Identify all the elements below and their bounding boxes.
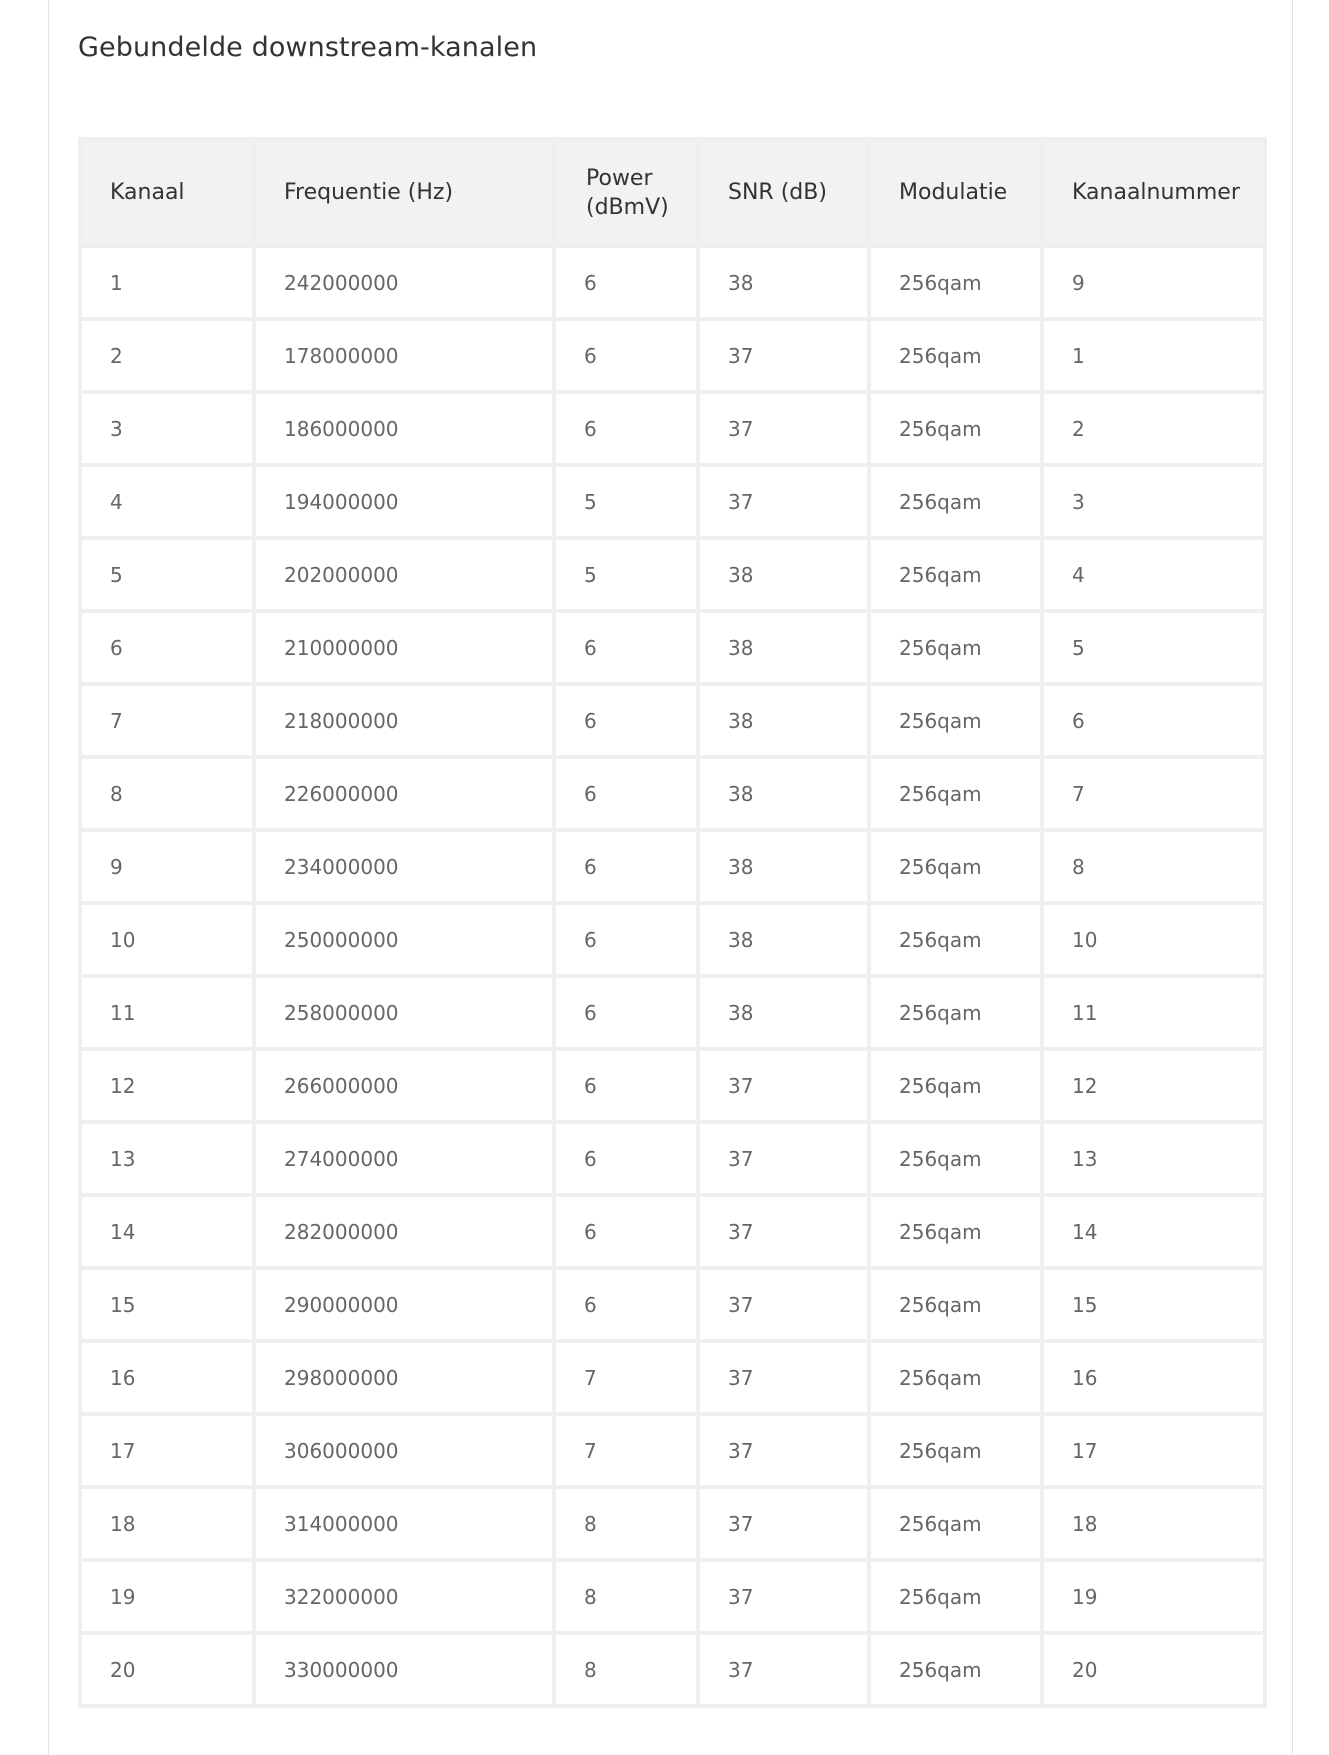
cell-frequentie: 258000000 xyxy=(256,978,552,1047)
cell-snr: 37 xyxy=(700,1270,867,1339)
cell-frequentie: 314000000 xyxy=(256,1489,552,1558)
cell-frequentie: 210000000 xyxy=(256,613,552,682)
cell-modulatie: 256qam xyxy=(871,1124,1040,1193)
header-label-unit: (dBmV) xyxy=(586,194,669,220)
cell-modulatie: 256qam xyxy=(871,248,1040,317)
cell-power: 6 xyxy=(556,613,696,682)
cell-power: 5 xyxy=(556,467,696,536)
cell-frequentie: 322000000 xyxy=(256,1562,552,1631)
cell-power: 8 xyxy=(556,1635,696,1704)
table-row xyxy=(82,248,1263,317)
cell-snr: 37 xyxy=(700,1124,867,1193)
cell-kanaalnummer: 7 xyxy=(1044,759,1263,828)
header-modulatie xyxy=(871,141,1040,244)
cell-modulatie: 256qam xyxy=(871,1051,1040,1120)
table-row xyxy=(82,321,1263,390)
section-title: Gebundelde downstream-kanalen xyxy=(78,32,538,63)
header-label: Modulatie xyxy=(899,180,1008,205)
table-body xyxy=(82,248,1263,1704)
cell-modulatie: 256qam xyxy=(871,321,1040,390)
downstream-channels-table xyxy=(78,137,1267,1708)
cell-kanaalnummer: 1 xyxy=(1044,321,1263,390)
table-row xyxy=(82,467,1263,536)
cell-power: 6 xyxy=(556,905,696,974)
table-row xyxy=(82,832,1263,901)
cell-kanaal: 17 xyxy=(82,1416,252,1485)
table-row xyxy=(82,759,1263,828)
header-label: Kanaalnummer xyxy=(1072,180,1240,205)
cell-power: 6 xyxy=(556,1124,696,1193)
cell-kanaal: 13 xyxy=(82,1124,252,1193)
cell-modulatie: 256qam xyxy=(871,1197,1040,1266)
cell-kanaal: 16 xyxy=(82,1343,252,1412)
cell-modulatie: 256qam xyxy=(871,1416,1040,1485)
table-row xyxy=(82,613,1263,682)
cell-kanaal: 14 xyxy=(82,1197,252,1266)
cell-kanaal: 3 xyxy=(82,394,252,463)
cell-modulatie: 256qam xyxy=(871,1562,1040,1631)
cell-snr: 37 xyxy=(700,1635,867,1704)
cell-kanaalnummer: 6 xyxy=(1044,686,1263,755)
cell-frequentie: 250000000 xyxy=(256,905,552,974)
table-row xyxy=(82,1635,1263,1704)
cell-modulatie: 256qam xyxy=(871,905,1040,974)
table-row xyxy=(82,1124,1263,1193)
cell-frequentie: 274000000 xyxy=(256,1124,552,1193)
header-kanaal xyxy=(82,141,252,244)
cell-snr: 38 xyxy=(700,540,867,609)
cell-kanaalnummer: 15 xyxy=(1044,1270,1263,1339)
cell-kanaal: 4 xyxy=(82,467,252,536)
table-header-row xyxy=(82,141,1263,244)
table-row xyxy=(82,1197,1263,1266)
cell-kanaalnummer: 17 xyxy=(1044,1416,1263,1485)
cell-kanaalnummer: 8 xyxy=(1044,832,1263,901)
cell-kanaal: 11 xyxy=(82,978,252,1047)
cell-power: 6 xyxy=(556,1197,696,1266)
cell-power: 6 xyxy=(556,321,696,390)
cell-snr: 37 xyxy=(700,321,867,390)
cell-frequentie: 242000000 xyxy=(256,248,552,317)
cell-kanaal: 20 xyxy=(82,1635,252,1704)
header-snr xyxy=(700,141,867,244)
table-row xyxy=(82,978,1263,1047)
cell-kanaalnummer: 3 xyxy=(1044,467,1263,536)
cell-power: 8 xyxy=(556,1489,696,1558)
cell-kanaal: 18 xyxy=(82,1489,252,1558)
cell-modulatie: 256qam xyxy=(871,613,1040,682)
cell-kanaalnummer: 12 xyxy=(1044,1051,1263,1120)
cell-snr: 38 xyxy=(700,613,867,682)
cell-frequentie: 298000000 xyxy=(256,1343,552,1412)
cell-modulatie: 256qam xyxy=(871,686,1040,755)
header-label: Frequentie (Hz) xyxy=(284,180,454,205)
cell-kanaalnummer: 20 xyxy=(1044,1635,1263,1704)
cell-snr: 37 xyxy=(700,394,867,463)
table-row xyxy=(82,905,1263,974)
cell-frequentie: 194000000 xyxy=(256,467,552,536)
table-row xyxy=(82,686,1263,755)
cell-frequentie: 186000000 xyxy=(256,394,552,463)
cell-snr: 38 xyxy=(700,832,867,901)
cell-kanaal: 7 xyxy=(82,686,252,755)
table-row xyxy=(82,1489,1263,1558)
cell-kanaal: 8 xyxy=(82,759,252,828)
cell-modulatie: 256qam xyxy=(871,1635,1040,1704)
cell-kanaal: 19 xyxy=(82,1562,252,1631)
table-row xyxy=(82,540,1263,609)
cell-modulatie: 256qam xyxy=(871,540,1040,609)
cell-frequentie: 234000000 xyxy=(256,832,552,901)
cell-power: 6 xyxy=(556,1051,696,1120)
cell-power: 6 xyxy=(556,978,696,1047)
cell-kanaalnummer: 13 xyxy=(1044,1124,1263,1193)
header-kanaalnummer xyxy=(1044,141,1263,244)
cell-modulatie: 256qam xyxy=(871,467,1040,536)
cell-modulatie: 256qam xyxy=(871,1489,1040,1558)
cell-frequentie: 282000000 xyxy=(256,1197,552,1266)
header-label: SNR (dB) xyxy=(728,180,827,205)
cell-snr: 37 xyxy=(700,1051,867,1120)
cell-modulatie: 256qam xyxy=(871,978,1040,1047)
cell-power: 6 xyxy=(556,1270,696,1339)
cell-frequentie: 330000000 xyxy=(256,1635,552,1704)
table-row xyxy=(82,1416,1263,1485)
cell-kanaalnummer: 11 xyxy=(1044,978,1263,1047)
cell-kanaalnummer: 10 xyxy=(1044,905,1263,974)
table-row xyxy=(82,1051,1263,1120)
cell-kanaalnummer: 16 xyxy=(1044,1343,1263,1412)
cell-kanaal: 10 xyxy=(82,905,252,974)
table-row xyxy=(82,394,1263,463)
table-row xyxy=(82,1270,1263,1339)
cell-modulatie: 256qam xyxy=(871,759,1040,828)
cell-modulatie: 256qam xyxy=(871,1343,1040,1412)
cell-kanaal: 1 xyxy=(82,248,252,317)
cell-snr: 37 xyxy=(700,1489,867,1558)
cell-kanaal: 6 xyxy=(82,613,252,682)
cell-kanaal: 12 xyxy=(82,1051,252,1120)
cell-kanaalnummer: 18 xyxy=(1044,1489,1263,1558)
cell-power: 6 xyxy=(556,832,696,901)
table-row xyxy=(82,1343,1263,1412)
cell-kanaalnummer: 5 xyxy=(1044,613,1263,682)
cell-modulatie: 256qam xyxy=(871,394,1040,463)
cell-kanaalnummer: 4 xyxy=(1044,540,1263,609)
header-power xyxy=(556,141,696,244)
cell-power: 6 xyxy=(556,248,696,317)
cell-kanaalnummer: 19 xyxy=(1044,1562,1263,1631)
table-row xyxy=(82,1562,1263,1631)
cell-frequentie: 306000000 xyxy=(256,1416,552,1485)
cell-snr: 37 xyxy=(700,1416,867,1485)
cell-snr: 38 xyxy=(700,905,867,974)
cell-kanaalnummer: 2 xyxy=(1044,394,1263,463)
cell-power: 6 xyxy=(556,759,696,828)
cell-snr: 38 xyxy=(700,759,867,828)
cell-frequentie: 266000000 xyxy=(256,1051,552,1120)
cell-power: 6 xyxy=(556,394,696,463)
cell-power: 7 xyxy=(556,1416,696,1485)
cell-kanaal: 2 xyxy=(82,321,252,390)
cell-snr: 38 xyxy=(700,978,867,1047)
cell-kanaal: 15 xyxy=(82,1270,252,1339)
cell-kanaal: 9 xyxy=(82,832,252,901)
cell-modulatie: 256qam xyxy=(871,832,1040,901)
cell-snr: 37 xyxy=(700,1197,867,1266)
header-label: Power xyxy=(586,165,653,191)
cell-frequentie: 178000000 xyxy=(256,321,552,390)
cell-snr: 38 xyxy=(700,248,867,317)
cell-power: 8 xyxy=(556,1562,696,1631)
cell-frequentie: 202000000 xyxy=(256,540,552,609)
cell-power: 7 xyxy=(556,1343,696,1412)
cell-frequentie: 290000000 xyxy=(256,1270,552,1339)
cell-frequentie: 218000000 xyxy=(256,686,552,755)
cell-kanaalnummer: 9 xyxy=(1044,248,1263,317)
cell-snr: 37 xyxy=(700,1562,867,1631)
cell-kanaalnummer: 14 xyxy=(1044,1197,1263,1266)
cell-snr: 37 xyxy=(700,1343,867,1412)
cell-snr: 37 xyxy=(700,467,867,536)
cell-frequentie: 226000000 xyxy=(256,759,552,828)
cell-kanaal: 5 xyxy=(82,540,252,609)
cell-modulatie: 256qam xyxy=(871,1270,1040,1339)
cell-power: 6 xyxy=(556,686,696,755)
header-frequentie xyxy=(256,141,552,244)
header-label: Kanaal xyxy=(110,180,185,205)
cell-snr: 38 xyxy=(700,686,867,755)
cell-power: 5 xyxy=(556,540,696,609)
